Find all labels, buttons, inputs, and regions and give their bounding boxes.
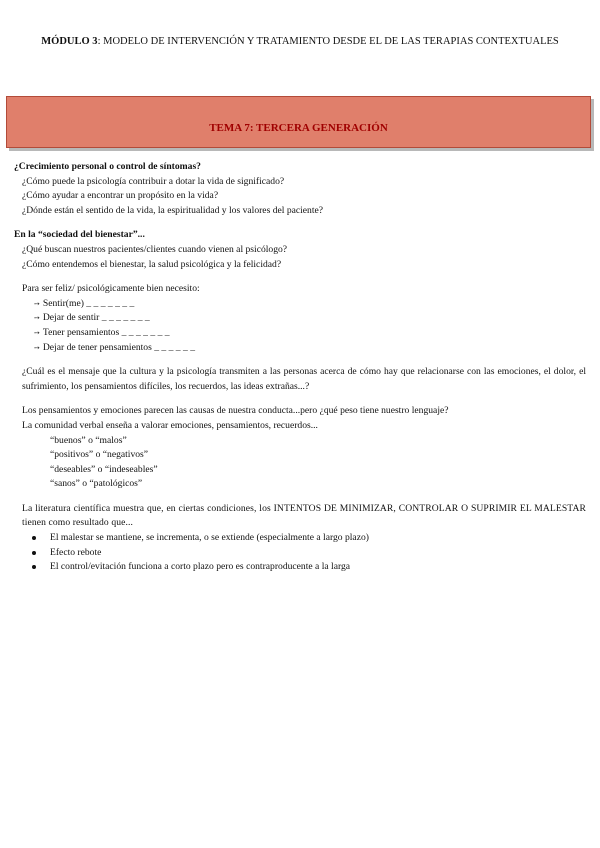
- section4-paragraph: ¿Cuál es el mensaje que la cultura y la psicología transmiten a las personas acerca de cómo hay que relacionarse con las emociones, el dolor, el sufrimiento, los pensamientos difíciles, los recuerdos, las ideas extrañas...?: [22, 366, 586, 392]
- effects-list: [14, 531, 586, 575]
- value-pair: “positivos” o “negativos”: [50, 449, 149, 461]
- needs-item: ➙ Dejar de tener pensamientos _ _ _ _ _ _: [34, 341, 195, 353]
- list-item: El control/evitación funciona a corto plazo pero es contraproducente a la larga: [28, 560, 586, 575]
- section1-line-1: ¿Cómo puede la psicología contribuir a dotar la vida de significado?: [22, 175, 285, 187]
- module-label: MÓDULO 3: [41, 36, 98, 47]
- module-title: : MODELO DE INTERVENCIÓN Y TRATAMIENTO DESDE EL DE LAS TERAPIAS CONTEXTUALES: [97, 36, 559, 47]
- topic-banner: [6, 96, 591, 148]
- arrow-right-icon: ➙: [34, 343, 40, 352]
- section1-title: ¿Crecimiento personal o control de síntomas?: [14, 161, 201, 172]
- topic-title: TEMA 7: TERCERA GENERACIÓN: [209, 122, 388, 134]
- needs-list: [14, 297, 586, 355]
- arrow-right-icon: ➙: [34, 299, 40, 308]
- section2-line-2: ¿Cómo entendemos el bienestar, la salud psicológica y la felicidad?: [22, 258, 282, 270]
- needs-item: ➙ Dejar de sentir _ _ _ _ _ _ _: [34, 312, 150, 324]
- needs-item: ➙ Sentir(me) _ _ _ _ _ _ _: [34, 297, 135, 309]
- needs-item: ➙ Tener pensamientos _ _ _ _ _ _ _: [34, 326, 170, 338]
- value-pair: “sanos” o “patológicos”: [50, 478, 143, 490]
- list-item: El malestar se mantiene, se incrementa, o se extiende (especialmente a largo plazo): [28, 531, 586, 546]
- arrow-right-icon: ➙: [34, 314, 40, 323]
- value-pair: “deseables” o “indeseables”: [50, 463, 158, 475]
- section5-line-1: Los pensamientos y emociones parecen las causas de nuestra conducta...pero ¿qué peso tiene nuestro lenguaje?: [22, 405, 449, 417]
- list-item: Efecto rebote: [28, 546, 586, 561]
- section2-line-1: ¿Qué buscan nuestros pacientes/clientes cuando vienen al psicólogo?: [22, 243, 288, 255]
- section5-line-2: La comunidad verbal enseña a valorar emociones, pensamientos, recuerdos...: [22, 419, 318, 431]
- arrow-right-icon: ➙: [34, 328, 40, 337]
- section1-line-2: ¿Cómo ayudar a encontrar un propósito en la vida?: [22, 190, 219, 202]
- section1-line-3: ¿Dónde están el sentido de la vida, la espiritualidad y los valores del paciente?: [22, 204, 324, 216]
- section6-paragraph: La literatura científica muestra que, en ciertas condiciones, los INTENTOS DE MINIMIZAR, CONTROLAR O SUPRIMIR EL MALESTAR tienen como resultado que...: [22, 502, 586, 529]
- document-body: [14, 160, 586, 575]
- section2-title: En la “sociedad del bienestar”...: [14, 229, 145, 241]
- section3-intro: Para ser feliz/ psicológicamente bien necesito:: [22, 283, 200, 295]
- value-pair: “buenos” o “malos”: [50, 434, 127, 446]
- page-header: [40, 34, 560, 50]
